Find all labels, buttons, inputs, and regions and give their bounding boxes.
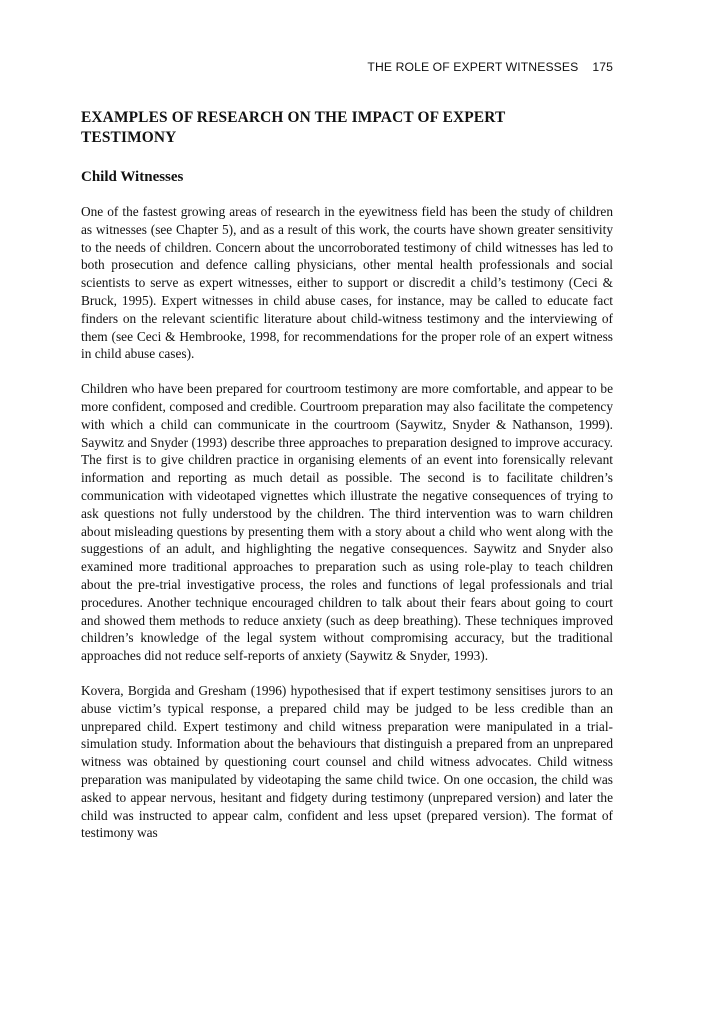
page-number: 175 bbox=[592, 60, 613, 74]
book-page bbox=[81, 60, 613, 859]
paragraph-3: Kovera, Borgida and Gresham (1996) hypothesised that if expert testimony sensitises jurors to an abuse victim’s typical response, a prepared child may be judged to be less credible than an unprepared child. Expert testimony and child witness preparation were manipulated in a trial-simulation study. Information about the behaviours that distinguish a prepared from an unprepared witness was obtained by questioning court counsel and child witness advocates. Child witness preparation was manipulated by videotaping the same child twice. On one occasion, the child was asked to appear nervous, hesitant and fidgety during testimony (unprepared version) and later the child was instructed to appear calm, confident and less upset (prepared version). The format of testimony was bbox=[81, 682, 613, 841]
paragraph-2: Children who have been prepared for courtroom testimony are more comfortable, and appear to be more confident, composed and credible. Courtroom preparation may also facilitate the competency with which a child can communicate in the courtroom (Saywitz, Snyder & Nathanson, 1999). Saywitz and Snyder (1993) describe three approaches to preparation designed to improve accuracy. The first is to give children practice in organising elements of an event into forensically relevant information and reporting as much detail as possible. The second is to facilitate children’s communication with videotaped vignettes which illustrate the negative consequences of trying to ask questions not fully understood by the children. The third intervention was to warn children about misleading questions by presenting them with a story about a child who went along with the suggestions of an adult, and highlighting the negative consequences. Saywitz and Snyder also examined more traditional approaches to preparation such as using role-play to teach children about the pre-trial investigative process, the roles and functions of legal professionals and trial procedures. Another technique encouraged children to talk about their fears about going to court and showed them methods to reduce anxiety (such as deep breathing). These techniques improved children’s knowledge of the legal system without compromising accuracy, but the traditional approaches did not reduce self-reports of anxiety (Saywitz & Snyder, 1993). bbox=[81, 381, 613, 664]
paragraph-1: One of the fastest growing areas of research in the eyewitness field has been the study of children as witnesses (see Chapter 5), and as a result of this work, the courts have shown greater sensitivity to the needs of children. Concern about the uncorroborated testimony of child witnesses has led to both prosecution and defence calling physicians, other mental health professionals and social scientists to serve as expert witnesses, either to support or discredit a child’s testimony (Ceci & Bruck, 1995). Expert witnesses in child abuse cases, for instance, may be called to educate fact finders on the relevant scientific literature about child-witness testimony and the interviewing of them (see Ceci & Hembrooke, 1998, for recommendations for the proper role of an expert witness in child abuse cases). bbox=[81, 204, 613, 362]
section-heading: EXAMPLES OF RESEARCH ON THE IMPACT OF EXPERT TESTIMONY bbox=[81, 109, 506, 146]
running-title: THE ROLE OF EXPERT WITNESSES bbox=[367, 60, 579, 74]
subsection-heading: Child Witnesses bbox=[81, 169, 184, 185]
running-header bbox=[81, 60, 613, 80]
